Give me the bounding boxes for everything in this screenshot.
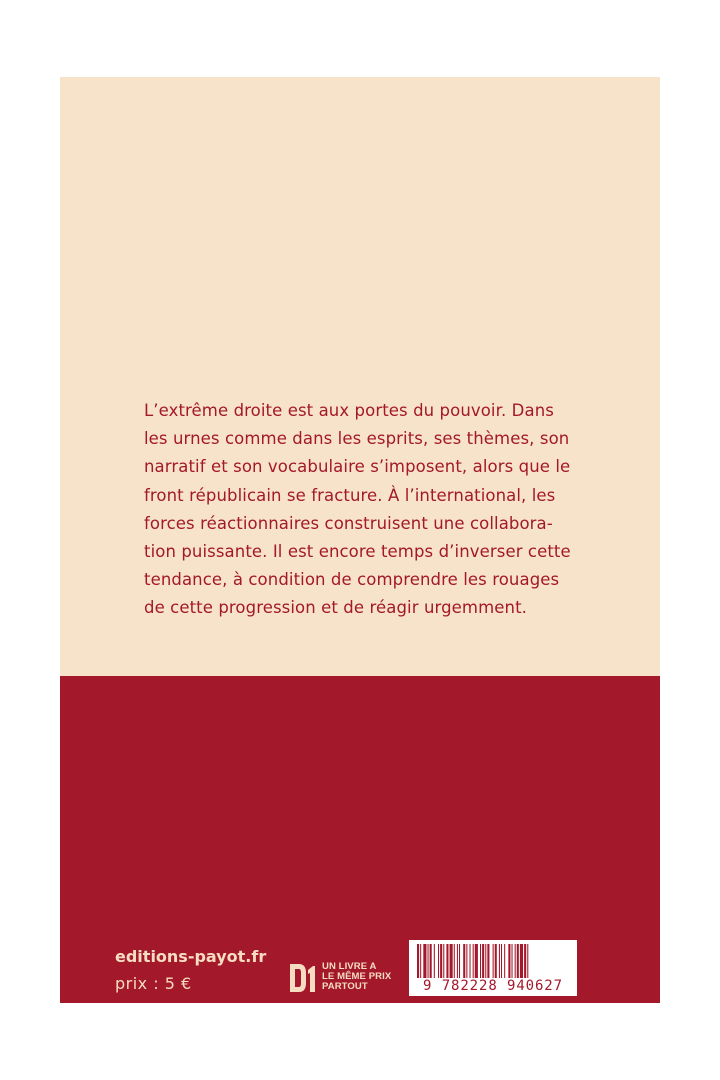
barcode-bar bbox=[473, 944, 474, 978]
barcode-bar bbox=[420, 944, 421, 978]
blurb-line: les urnes comme dans les esprits, ses thèmes, son bbox=[144, 429, 570, 449]
same-price-line: LE MÊME PRIX bbox=[322, 971, 392, 982]
blurb-line: forces réactionnaires construisent une collabora- bbox=[144, 513, 553, 533]
barcode-bar bbox=[446, 944, 448, 978]
same-price-line: UN LIVRE A bbox=[322, 961, 377, 972]
barcode-bar bbox=[493, 944, 494, 978]
blurb-line: tendance, à condition de comprendre les rouages bbox=[144, 570, 560, 590]
barcode-bar bbox=[417, 944, 419, 978]
barcode-bar bbox=[440, 944, 442, 978]
barcode-bar bbox=[428, 944, 429, 978]
barcode-bars bbox=[417, 944, 569, 978]
barcode-bar bbox=[520, 944, 523, 978]
blurb-line: L’extrême droite est aux portes du pouvoir. Dans bbox=[144, 401, 554, 420]
barcode-bar bbox=[517, 944, 519, 978]
blurb-line: front républicain se fracture. À l’international, les bbox=[144, 485, 556, 505]
barcode-bar bbox=[470, 944, 471, 978]
blurb-line: narratif et son vocabulaire s’imposent, alors que le bbox=[144, 457, 571, 477]
barcode-bar bbox=[480, 944, 481, 978]
blurb-line: tion puissante. Il est encore temps d’inverser cette bbox=[144, 542, 571, 562]
barcode-bar bbox=[463, 944, 465, 978]
barcode-bar bbox=[459, 944, 460, 978]
barcode bbox=[409, 940, 577, 996]
barcode-bar bbox=[475, 944, 478, 978]
barcode-bar bbox=[482, 944, 484, 978]
barcode-bar bbox=[438, 944, 439, 978]
barcode-bar bbox=[504, 944, 505, 978]
barcode-bar bbox=[430, 944, 432, 978]
barcode-bar bbox=[450, 944, 453, 978]
barcode-bar bbox=[499, 944, 500, 978]
barcode-bar bbox=[457, 944, 458, 978]
barcode-bar bbox=[466, 944, 467, 978]
barcode-bar bbox=[485, 944, 486, 978]
same-price-label bbox=[322, 962, 391, 992]
barcode-bar bbox=[454, 944, 455, 978]
barcode-bar bbox=[487, 944, 489, 978]
barcode-bar bbox=[512, 944, 513, 978]
barcode-bar bbox=[495, 944, 497, 978]
barcode-bar bbox=[423, 944, 426, 978]
book-price-logo-icon bbox=[287, 961, 317, 995]
blurb-line: de cette progression et de réagir urgemment. bbox=[144, 598, 527, 618]
barcode-bar bbox=[515, 944, 516, 978]
isbn-number: 9 782228 940627 bbox=[423, 978, 563, 994]
price-label: prix : 5 € bbox=[115, 974, 192, 993]
barcode-bar bbox=[524, 944, 526, 978]
barcode-bar bbox=[443, 944, 444, 978]
blurb-text bbox=[144, 397, 584, 623]
barcode-bar bbox=[527, 944, 528, 978]
same-price-line: PARTOUT bbox=[322, 981, 368, 992]
publisher-website[interactable]: editions-payot.fr bbox=[115, 947, 267, 966]
barcode-bar bbox=[501, 944, 502, 978]
barcode-bar bbox=[434, 944, 435, 978]
barcode-bar bbox=[508, 944, 510, 978]
back-cover bbox=[60, 77, 660, 1003]
